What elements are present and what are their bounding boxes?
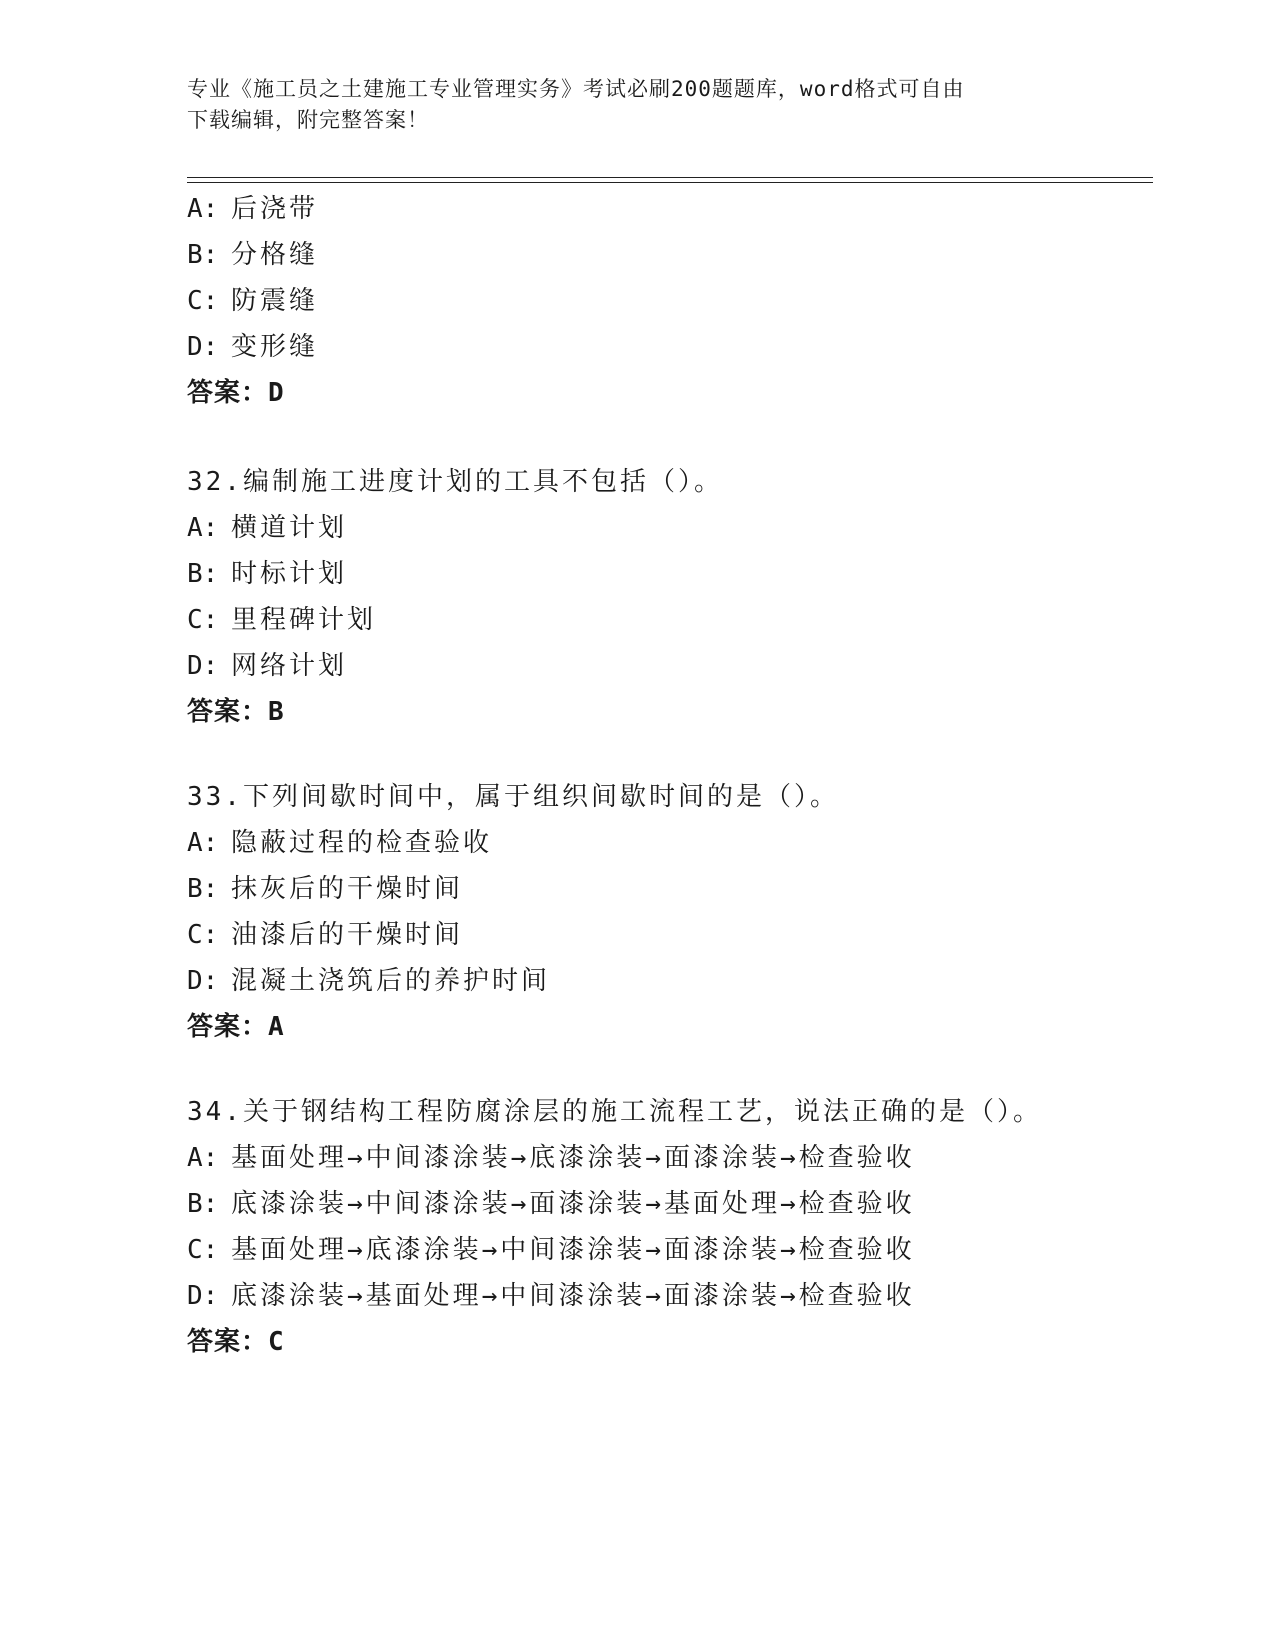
option-label: D: <box>187 332 219 362</box>
header-line-2: 下载编辑，附完整答案！ <box>187 108 429 132</box>
option-label: C: <box>187 286 219 316</box>
answer-line: 答案：B <box>187 697 285 727</box>
option-label: A: <box>187 828 219 858</box>
option-b <box>187 551 1187 597</box>
option-c <box>187 278 1187 324</box>
option-label: B: <box>187 240 219 270</box>
option-a <box>187 505 1187 551</box>
question-34 <box>187 1089 1187 1365</box>
option-label: B: <box>187 874 219 904</box>
document-header <box>187 74 1087 136</box>
option-a <box>187 820 1187 866</box>
option-d <box>187 1273 1187 1319</box>
option-b <box>187 232 1187 278</box>
answer-line: 答案：A <box>187 1012 285 1042</box>
option-label: C: <box>187 920 219 950</box>
option-a <box>187 1135 1187 1181</box>
option-label: A: <box>187 194 219 224</box>
answer-line: 答案：C <box>187 1327 285 1357</box>
option-text: 变形缝 <box>231 332 319 362</box>
option-label: B: <box>187 559 219 589</box>
option-c <box>187 912 1187 958</box>
option-label: D: <box>187 651 219 681</box>
header-divider-top <box>187 177 1153 178</box>
option-label: C: <box>187 605 219 635</box>
option-text: 时标计划 <box>231 559 348 589</box>
option-label: B: <box>187 1189 219 1219</box>
header-divider-bottom <box>187 182 1153 183</box>
question-33 <box>187 774 1187 1050</box>
option-text: 防震缝 <box>231 286 319 316</box>
option-b <box>187 1181 1187 1227</box>
question-32 <box>187 459 1187 735</box>
option-text: 底漆涂装→基面处理→中间漆涂装→面漆涂装→检查验收 <box>231 1281 915 1311</box>
question-title: 34.关于钢结构工程防腐涂层的施工流程工艺，说法正确的是（）。 <box>187 1097 1042 1127</box>
option-text: 网络计划 <box>231 651 348 681</box>
option-c <box>187 1227 1187 1273</box>
option-text: 混凝土浇筑后的养护时间 <box>231 966 551 996</box>
option-text: 横道计划 <box>231 513 348 543</box>
option-d <box>187 324 1187 370</box>
option-label: A: <box>187 513 219 543</box>
header-line-1: 专业《施工员之土建施工专业管理实务》考试必刷200题题库，word格式可自由 <box>187 77 965 101</box>
question-title: 33.下列间歇时间中，属于组织间歇时间的是（）。 <box>187 782 839 812</box>
option-label: D: <box>187 966 219 996</box>
option-d <box>187 958 1187 1004</box>
option-a <box>187 186 1187 232</box>
option-text: 底漆涂装→中间漆涂装→面漆涂装→基面处理→检查验收 <box>231 1189 915 1219</box>
option-c <box>187 597 1187 643</box>
option-text: 隐蔽过程的检查验收 <box>231 828 493 858</box>
question-31-continued <box>187 186 1187 416</box>
option-text: 基面处理→底漆涂装→中间漆涂装→面漆涂装→检查验收 <box>231 1235 915 1265</box>
answer-line: 答案：D <box>187 378 285 408</box>
option-text: 抹灰后的干燥时间 <box>231 874 464 904</box>
option-label: D: <box>187 1281 219 1311</box>
option-b <box>187 866 1187 912</box>
option-text: 后浇带 <box>231 194 319 224</box>
option-text: 基面处理→中间漆涂装→底漆涂装→面漆涂装→检查验收 <box>231 1143 915 1173</box>
option-text: 油漆后的干燥时间 <box>231 920 464 950</box>
option-label: A: <box>187 1143 219 1173</box>
option-text: 里程碑计划 <box>231 605 377 635</box>
option-d <box>187 643 1187 689</box>
option-text: 分格缝 <box>231 240 319 270</box>
question-title: 32.编制施工进度计划的工具不包括（）。 <box>187 467 723 497</box>
option-label: C: <box>187 1235 219 1265</box>
